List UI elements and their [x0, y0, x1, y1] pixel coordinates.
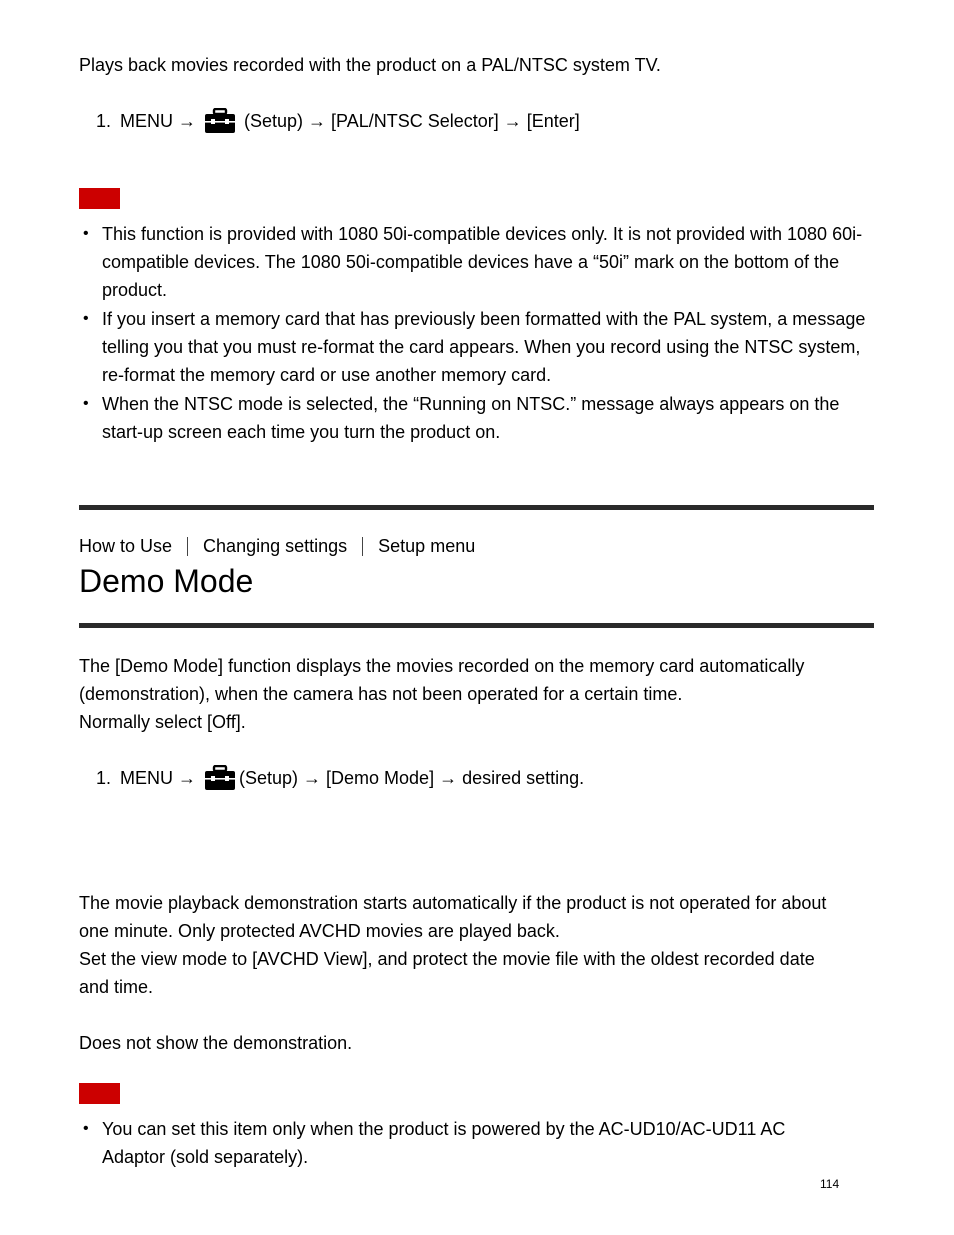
option-off-text: Does not show the demonstration.: [79, 1033, 353, 1053]
procedure-step: [96, 764, 584, 792]
step-menu: MENU →: [120, 768, 196, 788]
note-badge: [79, 1083, 120, 1104]
list-item: • When the NTSC mode is selected, the “Running on NTSC.” message always appears on the start-up screen each time you turn the product on.: [79, 390, 879, 446]
note-badge: [79, 188, 120, 209]
option-on-text: one minute. Only protected AVCHD movies are played back.: [79, 921, 560, 941]
description-line: The [Demo Mode] function displays the movies recorded on the memory card automatically: [79, 656, 805, 676]
list-item: • This function is provided with 1080 50i-compatible devices only. It is not provided with 1080 60i-compatible devices. The 1080 50i-compatible devices have a “50i” mark on the bottom of the product.: [79, 220, 879, 304]
section-divider: [79, 505, 874, 510]
breadcrumb-separator: [362, 537, 363, 556]
description-line: (demonstration), when the camera has not been operated for a certain time.: [79, 684, 683, 704]
step-path: (Setup) → [Demo Mode] → desired setting.: [239, 768, 585, 788]
step-path: (Setup) → [PAL/NTSC Selector] → [Enter]: [244, 111, 580, 131]
step-menu: MENU →: [120, 111, 196, 131]
notes-list: [79, 1115, 839, 1172]
title-divider: [79, 623, 874, 628]
toolbox-icon: [204, 765, 236, 791]
list-item: • You can set this item only when the product is powered by the AC-UD10/AC-UD11 AC Adaptor (sold separately).: [79, 1115, 839, 1171]
step-number: 1.: [96, 111, 112, 131]
toolbox-icon: [204, 108, 236, 134]
step-number: 1.: [96, 768, 112, 788]
option-on-text: and time.: [79, 977, 154, 997]
procedure-step: [96, 107, 580, 135]
breadcrumb-separator: [187, 537, 188, 556]
page-number: 114: [820, 1177, 840, 1191]
description-line: Normally select [Off].: [79, 712, 246, 732]
option-on-text: Set the view mode to [AVCHD View], and protect the movie file with the oldest recorded date: [79, 949, 815, 969]
breadcrumb-changing-settings[interactable]: Changing settings: [203, 535, 348, 556]
breadcrumb: [79, 532, 475, 560]
notes-list: [79, 220, 879, 447]
page-title: Demo Mode: [79, 563, 254, 599]
option-on-text: The movie playback demonstration starts automatically if the product is not operated for about: [79, 893, 827, 913]
breadcrumb-setup-menu[interactable]: Setup menu: [378, 535, 476, 556]
list-item: • If you insert a memory card that has previously been formatted with the PAL system, a message telling you that you must re-format the card appears. When you record using the NTSC system, re-format the memory card or use another memory card.: [79, 305, 879, 389]
intro-text: Plays back movies recorded with the product on a PAL/NTSC system TV.: [79, 55, 661, 75]
breadcrumb-how-to-use[interactable]: How to Use: [79, 535, 173, 556]
